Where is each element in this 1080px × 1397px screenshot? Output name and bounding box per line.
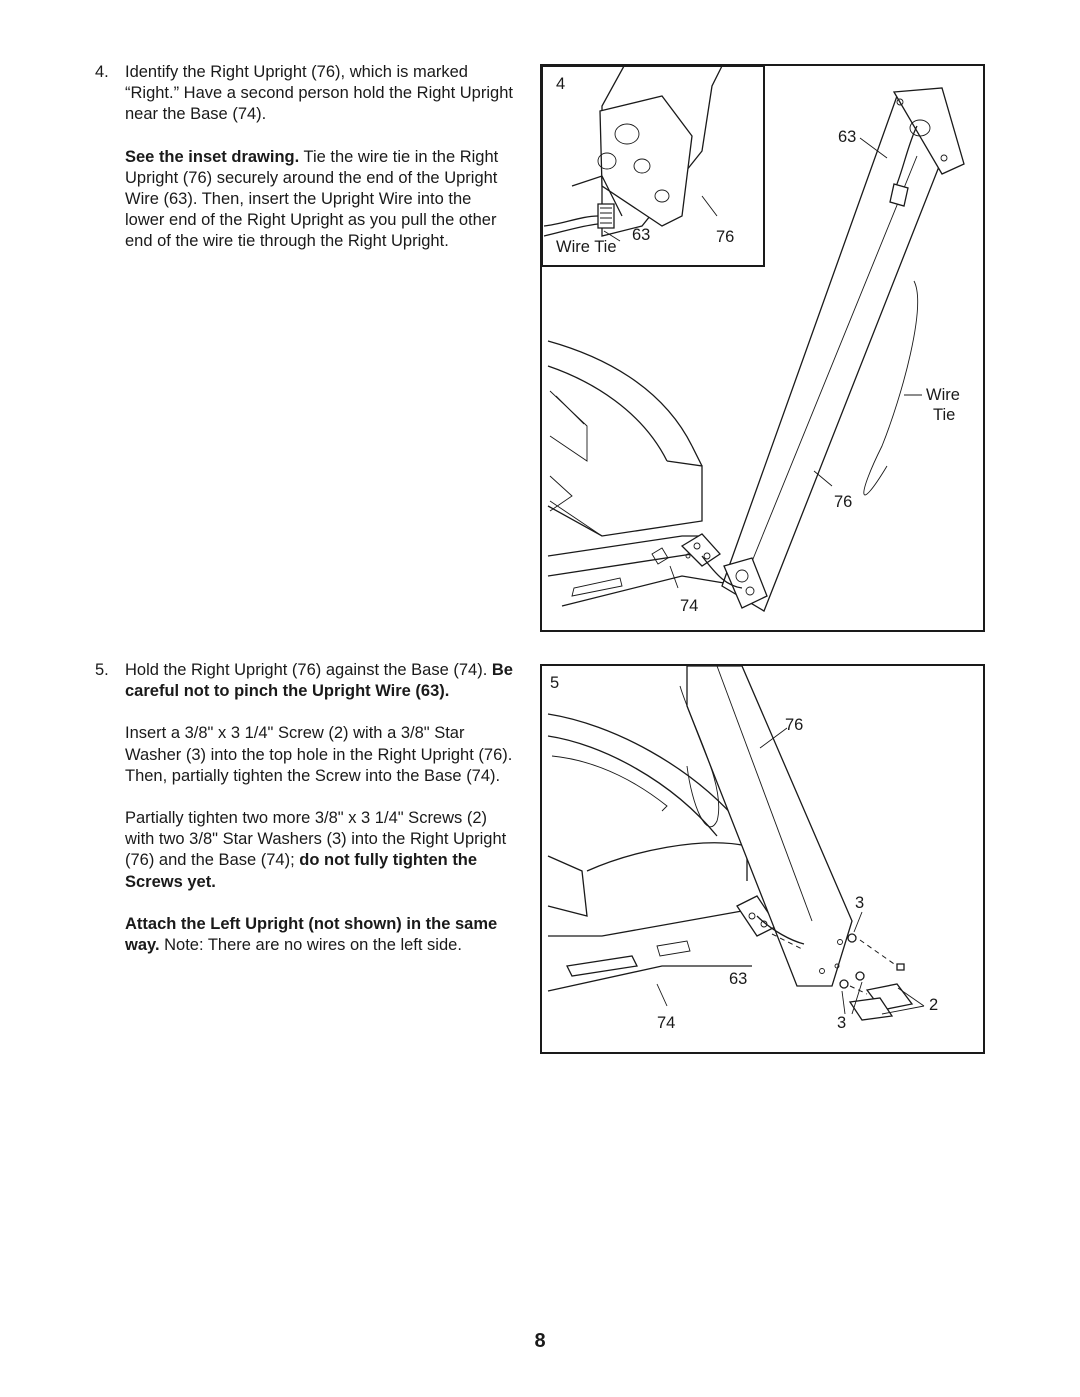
step-5-p4-text: Note: There are no wires on the left side. bbox=[159, 936, 462, 955]
step-4-number: 4. bbox=[95, 63, 109, 81]
callout-tie: Tie bbox=[933, 406, 956, 424]
figure-4-drawing bbox=[542, 66, 987, 634]
base-bracket-drawing bbox=[682, 534, 720, 566]
figure-5-drawing bbox=[542, 666, 987, 1056]
callout-76: 76 bbox=[785, 716, 804, 734]
step-5-p4-bold: Attach the Left Upright (not shown) in the same way. bbox=[125, 914, 498, 955]
callout-3-top: 3 bbox=[855, 894, 865, 912]
figure-4 bbox=[540, 64, 985, 632]
callout-74: 74 bbox=[657, 1014, 676, 1032]
inset-label-76: 76 bbox=[716, 228, 735, 246]
step-4-intro: Identify the Right Upright (76), which is marked “Right.” Have a second person hold the Right Upright near the Base (74). bbox=[125, 63, 513, 124]
inset-label-wire-tie: Wire Tie bbox=[556, 238, 617, 256]
step-5-paragraph-2: Insert a 3/8" x 3 1/4" Screw (2) with a 3/8" Star Washer (3) into the top hole in the Right Upright (76). Then, partially tighten the Screw into the Base (74). bbox=[125, 724, 513, 785]
callout-63: 63 bbox=[729, 970, 748, 988]
callout-76: 76 bbox=[834, 493, 853, 511]
step-5-p1-text: Hold the Right Upright (76) against the Base (74). bbox=[125, 661, 492, 679]
step-5-p1-warning: Be careful not to pinch the Upright Wire (63). bbox=[125, 661, 513, 701]
step-5-paragraph-3 bbox=[125, 808, 515, 893]
figure-4-step-label: 4 bbox=[556, 75, 566, 93]
callout-63: 63 bbox=[838, 128, 857, 146]
step-4-inset-lead: See the inset drawing. bbox=[125, 147, 300, 166]
screws-and-washers-drawing bbox=[840, 934, 912, 1020]
step-5-number: 5. bbox=[95, 661, 109, 679]
page-number: 8 bbox=[534, 1330, 546, 1352]
figure-5 bbox=[540, 664, 985, 1054]
inset-label-63: 63 bbox=[632, 226, 651, 244]
star-washer-icon bbox=[840, 980, 848, 988]
step-4-inset-text: Tie the wire tie in the Right Upright (76) securely around the end of the Upright Wire (63). Then, insert the Upright Wire into the lower end of the Right Upright as you pull the other end of the wire tie through the Right Upright. bbox=[125, 147, 499, 251]
step-5-p3-warning: do not fully tighten the Screws yet. bbox=[125, 851, 478, 891]
callout-74: 74 bbox=[680, 597, 699, 615]
step-4-instructions bbox=[95, 62, 515, 253]
callout-2: 2 bbox=[929, 996, 939, 1014]
star-washer-icon bbox=[856, 972, 864, 980]
step-5-paragraph-1 bbox=[125, 660, 515, 702]
treadmill-base-drawing bbox=[548, 341, 742, 606]
step-5-paragraph-4 bbox=[125, 914, 515, 956]
callout-3-bottom: 3 bbox=[837, 1014, 847, 1032]
step-5-p3-text: Partially tighten two more 3/8" x 3 1/4" Screws (2) with two 3/8" Star Washers (3) into the Right Upright (76) and the Base (74); bbox=[125, 809, 507, 870]
right-upright-drawing bbox=[680, 666, 852, 986]
step-5-instructions bbox=[95, 660, 515, 956]
star-washer-icon bbox=[848, 934, 856, 942]
step-4-inset-paragraph bbox=[125, 147, 515, 253]
callout-wire: Wire bbox=[926, 386, 960, 404]
figure-5-step-label: 5 bbox=[550, 674, 560, 692]
